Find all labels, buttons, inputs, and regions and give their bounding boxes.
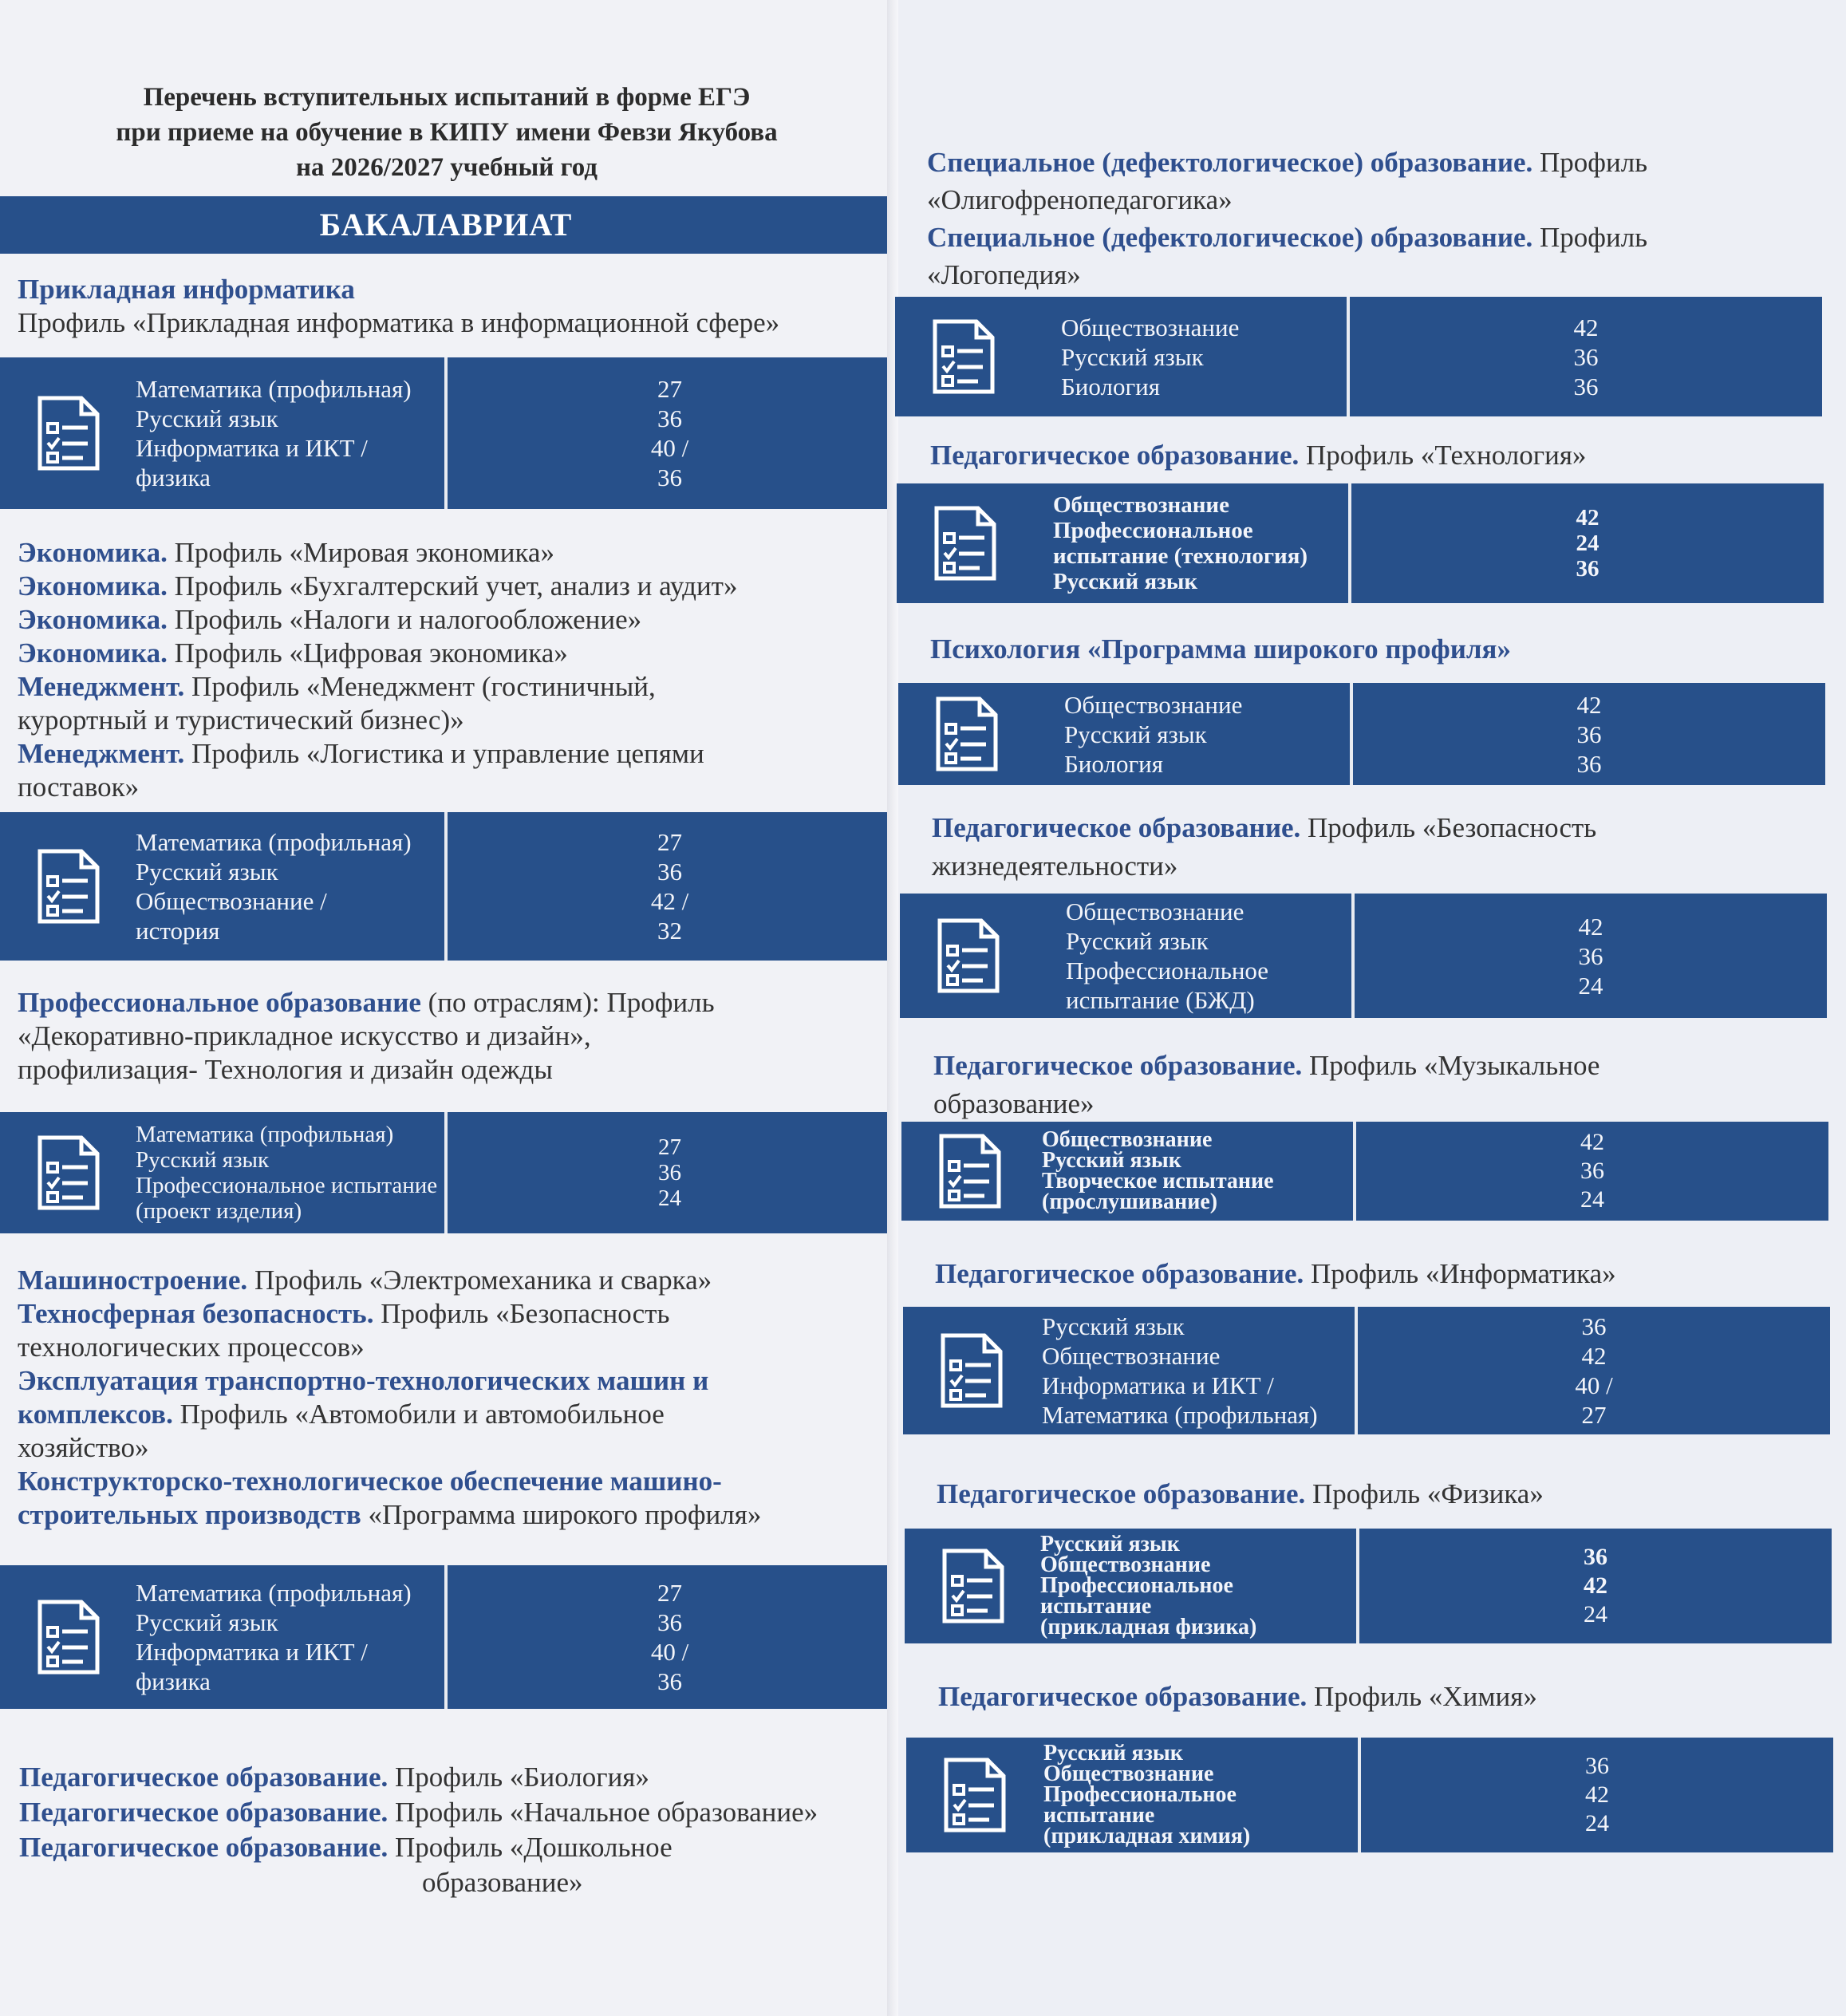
subject: Математика (профильная)	[136, 1579, 412, 1607]
exam-table	[0, 1565, 892, 1709]
subject: Обществознание	[1042, 1342, 1221, 1370]
score: 36	[657, 464, 682, 491]
subject: Биология	[1064, 749, 1164, 778]
score: 40 /	[650, 434, 689, 462]
subject: Биология	[1061, 372, 1161, 400]
program-name: Педагогическое образование.	[19, 1832, 389, 1863]
subject: Информатика и ИКТ /	[136, 434, 368, 462]
program-name: Специальное (дефектологическое) образование.	[927, 147, 1533, 178]
program-heading-professional-education	[18, 986, 715, 1087]
subjects-list	[136, 1112, 447, 1233]
subject: Русский язык	[1042, 1312, 1185, 1340]
score: 42	[1584, 1572, 1607, 1599]
scores-list	[1350, 297, 1822, 416]
subject: Русский язык	[1053, 569, 1198, 594]
exam-table	[905, 1529, 1832, 1643]
subject: Русский язык	[1042, 1148, 1181, 1173]
subject: Обществознание	[1043, 1762, 1214, 1786]
subject: (прикладная химия)	[1043, 1824, 1251, 1848]
subject: физика	[136, 1667, 211, 1695]
profile-text: образование»	[933, 1088, 1095, 1119]
score: 36	[1573, 342, 1599, 371]
profile-text: Профиль	[1532, 222, 1648, 253]
profile-text: Профиль «Мировая экономика»	[167, 537, 554, 568]
profile-text: Профиль «Информатика»	[1304, 1258, 1616, 1289]
profile-text: Профиль	[1532, 147, 1648, 178]
score: 27	[1581, 1401, 1607, 1429]
score: 36	[658, 1160, 681, 1186]
score: 27	[658, 1134, 681, 1160]
program-name: Педагогическое образование.	[937, 1478, 1306, 1509]
subject: Обществознание /	[136, 887, 327, 915]
profile-text: Профиль «Безопасность	[1300, 812, 1597, 843]
subjects-list	[1042, 1122, 1353, 1221]
score: 36	[1573, 372, 1599, 400]
subjects-list	[1040, 1529, 1353, 1643]
score: 27	[657, 828, 682, 856]
exam-table	[903, 1307, 1830, 1434]
program-name: Экономика.	[18, 604, 168, 635]
scores-list	[1356, 1122, 1828, 1221]
score: 36	[1576, 556, 1599, 582]
subject: Обществознание	[1066, 898, 1244, 925]
subject: испытание	[1040, 1594, 1152, 1619]
score: 36	[1576, 749, 1602, 778]
program-name: Педагогическое образование.	[933, 1050, 1303, 1081]
subject: Русский язык	[136, 404, 278, 432]
subject: Профессиональное	[1043, 1782, 1237, 1807]
profile-text: Профиль «Электромеханика и сварка»	[247, 1264, 712, 1296]
scores-list	[1351, 483, 1824, 603]
subject: Профессиональное	[1040, 1573, 1233, 1598]
subjects-list	[1043, 1738, 1356, 1852]
subject: (проект изделия)	[136, 1198, 302, 1224]
section-band-bachelor: БАКАЛАВРИАТ	[0, 196, 892, 254]
profile-text: профилизация- Технология и дизайн одежды	[18, 1054, 553, 1085]
checklist-icon	[930, 318, 997, 395]
profile-text: технологических процессов»	[18, 1332, 365, 1363]
program-name: Педагогическое образование.	[932, 812, 1301, 843]
subject: Русский язык	[136, 1608, 278, 1636]
subject: Информатика и ИКТ /	[1042, 1371, 1274, 1399]
profile-text: Профиль «Музыкальное	[1302, 1050, 1600, 1081]
scores-list	[448, 357, 892, 509]
profile-text: Профиль «Дошкольное	[388, 1832, 673, 1863]
subjects-list	[1042, 1307, 1355, 1434]
subject: Творческое испытание	[1042, 1169, 1274, 1193]
checklist-icon	[35, 1599, 102, 1675]
exam-table	[897, 483, 1824, 603]
checklist-icon	[937, 1133, 1004, 1209]
program-name: Менеджмент.	[18, 671, 185, 702]
score: 36	[1584, 1544, 1607, 1570]
profile-text: Профиль «Безопасность	[373, 1298, 670, 1329]
profile-text: Профиль «Физика»	[1305, 1478, 1544, 1509]
score: 42	[1576, 505, 1599, 531]
checklist-icon	[35, 395, 102, 471]
score: 36	[1576, 720, 1602, 748]
subject: (прослушивание)	[1042, 1189, 1218, 1214]
checklist-icon	[938, 1332, 1005, 1409]
exam-table	[906, 1738, 1833, 1852]
subjects-list	[136, 357, 447, 509]
program-name: Профессиональное образование	[18, 987, 421, 1018]
program-heading-psychology	[930, 633, 1511, 666]
program-heading-physics	[937, 1477, 1544, 1511]
profile-text: образование»	[422, 1867, 583, 1898]
program-name: Экономика.	[18, 537, 168, 568]
score: 36	[657, 858, 682, 886]
program-name: Прикладная информатика	[18, 274, 355, 305]
scores-list	[448, 812, 892, 961]
scores-list	[448, 1565, 892, 1709]
subject: Русский язык	[1043, 1741, 1183, 1765]
score: 40 /	[1575, 1371, 1613, 1399]
subject: Информатика и ИКТ /	[136, 1638, 368, 1666]
subject: Математика (профильная)	[136, 1122, 394, 1147]
score: 42 /	[650, 887, 689, 915]
program-name: Педагогическое образование.	[930, 440, 1300, 471]
subject: история	[136, 917, 220, 945]
profile-text: Профиль «Логистика и управление цепями	[184, 738, 704, 769]
score: 24	[1578, 971, 1603, 1000]
program-name: Педагогическое образование.	[935, 1258, 1304, 1289]
subject: Математика (профильная)	[136, 828, 412, 856]
profile-text: Профиль «Прикладная информатика в информационной сфере»	[18, 307, 780, 338]
profile-text: (по отраслям): Профиль	[420, 987, 715, 1018]
subject: Обществознание	[1064, 690, 1243, 719]
program-name: Конструкторско-технологическое обеспечение машино-	[18, 1466, 722, 1497]
score: 36	[1580, 1158, 1604, 1184]
program-heading-music	[933, 1047, 1599, 1123]
program-name: комплексов.	[18, 1399, 173, 1430]
exam-table	[0, 812, 892, 961]
score: 42	[1578, 912, 1603, 941]
score: 24	[1580, 1186, 1604, 1213]
profile-text: жизнедеятельности»	[932, 850, 1178, 882]
score: 32	[657, 917, 682, 945]
scores-list	[1358, 1307, 1830, 1434]
program-heading-engineering	[18, 1264, 761, 1532]
exam-table	[901, 1122, 1828, 1221]
program-name: строительных производств	[18, 1499, 361, 1530]
profile-text: «Программа широкого профиля»	[361, 1499, 762, 1530]
title-line-1: Перечень вступительных испытаний в форме ЕГЭ	[143, 83, 751, 112]
subject: Русский язык	[136, 1147, 270, 1173]
program-heading-technology	[930, 439, 1586, 472]
score: 40 /	[650, 1638, 689, 1666]
profile-text: Профиль «Биология»	[388, 1762, 649, 1793]
program-heading-economics-management	[18, 536, 737, 804]
subjects-list	[136, 812, 447, 961]
checklist-icon	[932, 505, 999, 582]
left-page	[0, 0, 898, 2016]
subjects-list	[1053, 483, 1356, 603]
profile-text: Профиль «Химия»	[1307, 1681, 1537, 1712]
profile-text: Профиль «Цифровая экономика»	[167, 637, 568, 669]
program-name: Психология «Программа широкого профиля»	[930, 633, 1511, 665]
subject: Обществознание	[1053, 492, 1229, 518]
program-heading-applied-informatics	[18, 273, 779, 340]
checklist-icon	[933, 696, 1000, 772]
score: 36	[1578, 941, 1603, 970]
exam-table	[898, 683, 1825, 785]
profile-text: Профиль «Технология»	[1299, 440, 1587, 471]
scores-list	[1355, 894, 1827, 1018]
score: 36	[1581, 1312, 1607, 1340]
subject: Профессиональное испытание	[136, 1173, 438, 1198]
score: 42	[1581, 1342, 1607, 1370]
score: 42	[1580, 1129, 1604, 1155]
program-name: Педагогическое образование.	[938, 1681, 1308, 1712]
score: 27	[657, 1579, 682, 1607]
subjects-list	[1066, 894, 1377, 1018]
program-name: Экономика.	[18, 637, 168, 669]
document-title	[32, 80, 862, 185]
title-line-2: при приеме на обучение в КИПУ имени Февзи Якубова	[116, 118, 778, 147]
score: 36	[657, 1608, 682, 1636]
score: 36	[1585, 1753, 1609, 1779]
program-name: Специальное (дефектологическое) образование.	[927, 222, 1533, 253]
exam-table	[0, 1112, 892, 1233]
score: 24	[1585, 1810, 1609, 1836]
profile-text: Профиль «Автомобили и автомобильное	[172, 1399, 665, 1430]
subject: физика	[136, 464, 211, 491]
subject: Русский язык	[1040, 1532, 1180, 1556]
program-name: Педагогическое образование.	[19, 1762, 389, 1793]
exam-table	[900, 894, 1827, 1018]
scores-list	[1359, 1529, 1832, 1643]
score: 36	[657, 1667, 682, 1695]
score: 24	[1576, 531, 1599, 556]
subject: испытание (БЖД)	[1066, 986, 1255, 1014]
checklist-icon	[940, 1548, 1007, 1624]
profile-text: «Декоративно-прикладное искусство и дизайн»,	[18, 1020, 591, 1051]
score: 27	[657, 375, 682, 403]
profile-text: хозяйство»	[18, 1432, 149, 1463]
subjects-list	[1064, 683, 1375, 785]
exam-table	[0, 357, 892, 509]
subject: (прикладная физика)	[1040, 1615, 1257, 1639]
scores-list	[448, 1112, 892, 1233]
score: 42	[1573, 313, 1599, 341]
program-heading-chemistry	[938, 1680, 1537, 1714]
program-name: Эксплуатация транспортно-технологических машин и	[18, 1365, 709, 1396]
profile-text: поставок»	[18, 771, 140, 803]
profile-text: Профиль «Бухгалтерский учет, анализ и аудит»	[167, 570, 738, 602]
subject: Обществознание	[1061, 313, 1240, 341]
subject: Русский язык	[1066, 927, 1209, 955]
profile-text: Профиль «Менеджмент (гостиничный,	[184, 671, 656, 702]
checklist-icon	[35, 1134, 102, 1211]
checklist-icon	[941, 1757, 1008, 1833]
program-name: Техносферная безопасность.	[18, 1298, 374, 1329]
title-line-3: на 2026/2027 учебный год	[296, 153, 598, 182]
checklist-icon	[935, 917, 1002, 994]
program-heading-pedagogical	[19, 1760, 818, 1900]
subject: Русский язык	[136, 858, 278, 886]
score: 42	[1576, 690, 1602, 719]
program-name: Машиностроение.	[18, 1264, 248, 1296]
scores-list	[1353, 683, 1825, 785]
subject: Русский язык	[1064, 720, 1207, 748]
subject: Математика (профильная)	[136, 375, 412, 403]
subject: испытание	[1043, 1803, 1155, 1828]
score: 42	[1585, 1781, 1609, 1808]
program-name: Менеджмент.	[18, 738, 185, 769]
subjects-list	[1061, 297, 1372, 416]
subjects-list	[136, 1565, 447, 1709]
subject: Профессиональное	[1053, 518, 1253, 543]
profile-text: «Логопедия»	[927, 259, 1081, 290]
subject: Обществознание	[1040, 1552, 1211, 1577]
scores-list	[1361, 1738, 1833, 1852]
checklist-icon	[35, 848, 102, 925]
score: 24	[658, 1186, 681, 1211]
program-heading-special-education	[927, 144, 1647, 294]
profile-text: Профиль «Налоги и налогообложение»	[167, 604, 642, 635]
profile-text: Профиль «Начальное образование»	[388, 1797, 818, 1828]
profile-text: курортный и туристический бизнес)»	[18, 704, 464, 736]
subject: Профессиональное	[1066, 957, 1269, 984]
profile-text: «Олигофренопедагогика»	[927, 184, 1233, 215]
subject: Обществознание	[1042, 1127, 1213, 1152]
program-heading-informatics	[935, 1257, 1616, 1291]
exam-table	[895, 297, 1822, 416]
score: 36	[657, 404, 682, 432]
subject: Русский язык	[1061, 342, 1204, 371]
program-name: Экономика.	[18, 570, 168, 602]
score: 24	[1584, 1601, 1607, 1627]
subject: испытание (технология)	[1053, 543, 1308, 569]
program-heading-life-safety	[932, 809, 1596, 886]
subject: Математика (профильная)	[1042, 1401, 1318, 1429]
program-name: Педагогическое образование.	[19, 1797, 389, 1828]
